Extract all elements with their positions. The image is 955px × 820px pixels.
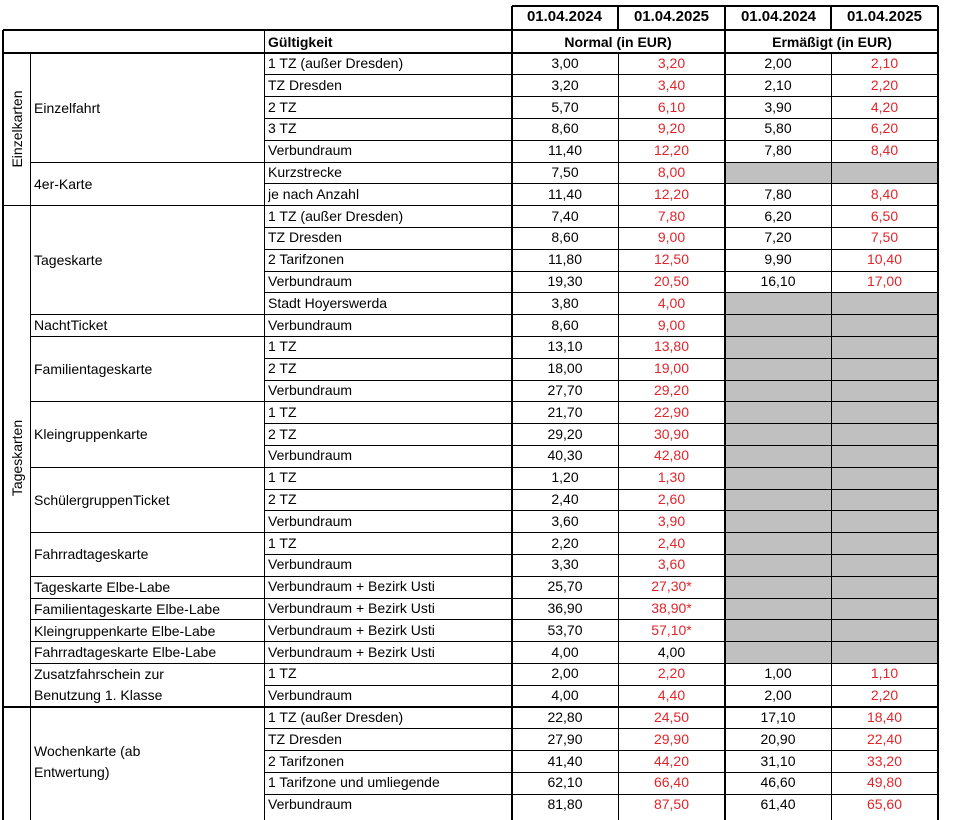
validity-cell: Verbundraum: [268, 382, 353, 398]
price-reduced-2024: [725, 642, 831, 664]
validity-cell: Verbundraum + Bezirk Usti: [268, 600, 435, 616]
validity-cell: Stadt Hoyerswerda: [268, 294, 388, 311]
grid-line: [3, 706, 938, 708]
grid-line: [264, 685, 938, 686]
price-normal-2024: 7,50: [551, 164, 579, 180]
price-normal-2025: 4,00: [657, 294, 686, 311]
grid-line: [264, 292, 938, 293]
price-normal-2024: 3,80: [551, 294, 579, 311]
grid-line: [264, 358, 938, 359]
price-reduced-2025: [831, 554, 938, 576]
grid-line: [30, 532, 938, 533]
validity-cell: Verbundraum: [268, 447, 353, 464]
product-label: Fahrradtageskarte: [34, 546, 149, 563]
header-date-normal-2024: 01.04.2024: [526, 8, 603, 25]
price-reduced-2024: 20,90: [760, 730, 796, 747]
validity-cell: 1 TZ: [268, 469, 297, 486]
grid-line: [3, 29, 938, 31]
price-reduced-2024: 7,80: [764, 142, 792, 159]
validity-cell: 2 TZ: [268, 98, 297, 115]
price-reduced-2024: [725, 445, 831, 467]
price-reduced-2024: 6,20: [764, 207, 792, 224]
header-reduced: Ermäßigt (in EUR): [772, 34, 892, 50]
validity-cell: Verbundraum + Bezirk Usti: [268, 621, 435, 638]
price-normal-2024: 3,20: [551, 76, 579, 93]
validity-cell: Verbundraum + Bezirk Usti: [268, 578, 435, 595]
price-reduced-2025: 17,00: [866, 273, 903, 289]
price-reduced-2024: [725, 358, 831, 380]
price-normal-2024: 7,40: [551, 207, 579, 224]
price-normal-2025: 3,90: [657, 512, 686, 529]
validity-cell: Verbundraum: [268, 512, 353, 529]
price-normal-2025: 3,60: [657, 556, 686, 573]
price-normal-2024: 62,10: [547, 774, 583, 791]
validity-cell: je nach Anzahl: [268, 185, 360, 202]
grid-line: [937, 30, 939, 820]
price-reduced-2025: [831, 293, 938, 315]
price-normal-2025: 12,50: [653, 251, 690, 268]
header-validity: Gültigkeit: [268, 34, 333, 50]
price-reduced-2025: [831, 598, 938, 620]
validity-cell: 3 TZ: [268, 120, 297, 137]
product-label: Fahrradtageskarte Elbe-Labe: [34, 644, 217, 661]
price-normal-2025: 29,20: [653, 382, 690, 398]
grid-line: [30, 401, 938, 402]
product-label: Kleingruppenkarte: [34, 426, 148, 443]
price-normal-2024: 40,30: [547, 447, 583, 464]
validity-cell: Verbundraum: [268, 796, 353, 813]
price-reduced-2025: 65,60: [866, 796, 903, 813]
grid-line: [264, 74, 938, 75]
grid-line: [617, 6, 619, 31]
price-normal-2025: 22,90: [653, 403, 690, 420]
price-reduced-2025: 6,20: [870, 120, 899, 137]
price-normal-2024: 36,90: [547, 600, 583, 616]
grid-line: [30, 576, 938, 577]
price-normal-2024: 13,10: [547, 338, 583, 355]
price-normal-2025: 13,80: [653, 338, 690, 355]
price-reduced-2025: [831, 533, 938, 555]
price-reduced-2024: 17,10: [760, 709, 796, 725]
price-reduced-2025: 8,40: [870, 142, 899, 159]
price-reduced-2025: 6,50: [870, 207, 899, 224]
price-normal-2024: 22,80: [547, 709, 583, 725]
grid-line: [30, 314, 938, 315]
price-normal-2025: 3,20: [657, 55, 686, 71]
product-label: Zusatzfahrschein zur Benutzung 1. Klasse: [34, 666, 164, 704]
validity-cell: Verbundraum: [268, 556, 353, 573]
header-date-reduced-2024: 01.04.2024: [740, 8, 817, 25]
validity-cell: 1 TZ (außer Dresden): [268, 709, 404, 725]
price-normal-2024: 1,20: [551, 469, 579, 486]
price-reduced-2025: 8,40: [870, 185, 899, 202]
validity-cell: 2 TZ: [268, 425, 297, 442]
price-normal-2025: 2,60: [657, 491, 686, 507]
grid-line: [2, 30, 4, 820]
price-reduced-2025: [831, 315, 938, 337]
price-reduced-2024: 1,00: [764, 665, 792, 682]
price-normal-2025: 42,80: [653, 447, 690, 464]
price-normal-2025: 8,00: [657, 164, 686, 180]
grid-line: [30, 467, 938, 468]
group-label: Tageskarten: [8, 419, 25, 496]
header-normal: Normal (in EUR): [564, 34, 672, 50]
price-reduced-2025: [831, 424, 938, 446]
grid-line: [618, 53, 619, 820]
price-normal-2024: 2,20: [551, 534, 579, 551]
price-reduced-2024: [725, 380, 831, 402]
price-normal-2024: 25,70: [547, 578, 583, 595]
price-reduced-2025: 2,20: [870, 687, 899, 704]
price-reduced-2025: [831, 489, 938, 511]
price-normal-2025: 2,40: [657, 534, 686, 551]
product-label: Einzelfahrt: [34, 99, 101, 116]
product-label: 4er-Karte: [34, 175, 93, 192]
price-reduced-2025: 18,40: [866, 709, 903, 725]
price-normal-2024: 5,70: [551, 98, 579, 115]
price-normal-2025: 6,10: [657, 98, 686, 115]
price-reduced-2025: [831, 576, 938, 598]
price-reduced-2025: [831, 162, 938, 184]
price-normal-2025: 87,50: [653, 796, 690, 813]
product-label: SchülergruppenTicket: [34, 491, 170, 508]
price-reduced-2024: 5,80: [764, 120, 792, 137]
price-normal-2024: 3,60: [551, 512, 579, 529]
price-reduced-2025: 2,10: [870, 55, 899, 71]
price-reduced-2025: [831, 380, 938, 402]
grid-line: [724, 30, 726, 820]
price-normal-2024: 8,60: [551, 316, 579, 333]
price-reduced-2024: [725, 576, 831, 598]
price-reduced-2024: [725, 598, 831, 620]
price-reduced-2025: 10,40: [866, 251, 903, 268]
grid-line: [264, 227, 938, 228]
price-reduced-2025: [831, 511, 938, 533]
grid-line: [30, 162, 938, 163]
price-normal-2025: 19,00: [653, 360, 690, 377]
grid-line: [30, 53, 31, 820]
grid-line: [264, 554, 938, 555]
grid-line: [264, 249, 938, 250]
validity-cell: 1 TZ (außer Dresden): [268, 207, 404, 224]
grid-line: [511, 6, 513, 31]
price-reduced-2024: 16,10: [760, 273, 796, 289]
grid-line: [30, 598, 938, 599]
grid-line: [511, 30, 513, 820]
validity-cell: 2 Tarifzonen: [268, 752, 345, 769]
grid-line: [3, 52, 938, 54]
product-label: NachtTicket: [34, 317, 108, 334]
price-normal-2025: 44,20: [653, 752, 690, 769]
price-normal-2024: 27,90: [547, 730, 583, 747]
price-normal-2025: 20,50: [653, 273, 690, 289]
price-reduced-2025: 33,20: [866, 752, 903, 769]
price-normal-2024: 8,60: [551, 120, 579, 137]
price-reduced-2024: 9,90: [764, 251, 792, 268]
price-reduced-2024: 3,90: [764, 98, 792, 115]
grid-line: [264, 794, 938, 795]
price-normal-2024: 11,40: [548, 142, 582, 159]
validity-cell: Verbundraum: [268, 687, 353, 704]
grid-line: [264, 380, 938, 381]
price-reduced-2024: 61,40: [760, 796, 796, 813]
price-reduced-2024: [725, 424, 831, 446]
price-normal-2025: 9,20: [657, 120, 686, 137]
price-reduced-2024: [725, 402, 831, 424]
price-reduced-2024: [725, 511, 831, 533]
price-normal-2024: 27,70: [547, 382, 583, 398]
price-reduced-2024: 2,10: [764, 76, 792, 93]
price-reduced-2024: 7,80: [764, 185, 792, 202]
validity-cell: 1 TZ (außer Dresden): [268, 55, 404, 71]
price-reduced-2025: [831, 620, 938, 642]
price-reduced-2024: [725, 489, 831, 511]
price-reduced-2025: [831, 336, 938, 358]
validity-cell: 1 TZ: [268, 665, 297, 682]
price-reduced-2024: [725, 336, 831, 358]
grid-line: [264, 96, 938, 97]
grid-line: [3, 205, 938, 207]
header-date-normal-2025: 01.04.2025: [633, 8, 710, 25]
price-normal-2025: 3,40: [657, 76, 686, 93]
price-normal-2025: 57,10*: [651, 621, 692, 638]
validity-cell: 2 Tarifzonen: [268, 251, 345, 268]
price-normal-2025: 38,90*: [651, 600, 692, 616]
price-reduced-2025: 4,20: [870, 98, 899, 115]
price-normal-2024: 18,00: [547, 360, 583, 377]
grid-line: [264, 510, 938, 511]
price-normal-2024: 29,20: [547, 425, 583, 442]
price-normal-2025: 9,00: [657, 229, 686, 246]
price-normal-2025: 9,00: [657, 316, 686, 333]
price-reduced-2024: [725, 162, 831, 184]
price-reduced-2024: 7,20: [764, 229, 792, 246]
price-normal-2025: 66,40: [653, 774, 690, 791]
price-normal-2024: 2,40: [551, 491, 579, 507]
price-normal-2024: 11,80: [548, 251, 582, 268]
grid-line: [264, 183, 938, 184]
grid-line: [264, 118, 938, 119]
price-reduced-2025: 1,10: [870, 665, 899, 682]
validity-cell: Kurzstrecke: [268, 164, 342, 180]
validity-cell: TZ Dresden: [268, 229, 342, 246]
price-normal-2025: 2,20: [657, 665, 686, 682]
grid-line: [264, 271, 938, 272]
price-reduced-2024: 2,00: [764, 55, 792, 71]
price-normal-2025: 29,90: [653, 730, 690, 747]
price-normal-2025: 12,20: [653, 185, 690, 202]
validity-cell: 1 TZ: [268, 403, 297, 420]
header-date-reduced-2025: 01.04.2025: [846, 8, 923, 25]
grid-line: [30, 663, 938, 664]
price-normal-2024: 21,70: [547, 403, 583, 420]
validity-cell: Verbundraum + Bezirk Usti: [268, 643, 435, 660]
price-normal-2024: 3,00: [551, 55, 579, 71]
price-normal-2024: 8,60: [551, 229, 579, 246]
price-normal-2024: 19,30: [547, 273, 583, 289]
validity-cell: Verbundraum: [268, 273, 353, 289]
price-reduced-2025: [831, 402, 938, 424]
validity-cell: 2 TZ: [268, 360, 297, 377]
grid-line: [264, 445, 938, 446]
grid-line: [937, 6, 939, 31]
price-reduced-2025: [831, 445, 938, 467]
product-label: Familientageskarte Elbe-Labe: [34, 600, 220, 617]
price-normal-2025: 27,30*: [651, 578, 692, 595]
grid-line: [724, 6, 726, 31]
grid-line: [830, 6, 832, 31]
price-normal-2024: 2,00: [551, 665, 579, 682]
price-reduced-2025: [831, 467, 938, 489]
grid-line: [264, 750, 938, 751]
grid-line: [30, 641, 938, 642]
grid-line: [264, 772, 938, 773]
grid-line: [30, 336, 938, 337]
validity-cell: 1 TZ: [268, 534, 297, 551]
price-normal-2025: 4,40: [657, 687, 686, 704]
validity-cell: Verbundraum: [268, 142, 353, 159]
price-reduced-2025: [831, 358, 938, 380]
price-reduced-2024: [725, 315, 831, 337]
grid-line: [264, 53, 265, 820]
price-reduced-2024: [725, 293, 831, 315]
grid-line: [264, 140, 938, 141]
price-reduced-2024: [725, 467, 831, 489]
price-normal-2024: 4,00: [551, 687, 579, 704]
price-reduced-2024: [725, 533, 831, 555]
price-normal-2025: 1,30: [657, 469, 686, 486]
price-reduced-2024: 31,10: [760, 752, 796, 769]
grid-line: [30, 619, 938, 620]
price-normal-2025: 30,90: [653, 425, 690, 442]
grid-line: [264, 423, 938, 424]
validity-cell: Verbundraum: [268, 316, 353, 333]
price-reduced-2024: [725, 554, 831, 576]
grid-line: [831, 53, 832, 820]
price-reduced-2025: 7,50: [870, 229, 899, 246]
grid-line: [264, 728, 938, 729]
price-reduced-2025: 22,40: [866, 730, 903, 747]
product-label: Wochenkarte (ab Entwertung): [34, 742, 141, 780]
price-normal-2024: 4,00: [551, 643, 579, 660]
price-normal-2024: 81,80: [547, 796, 583, 813]
price-normal-2025: 7,80: [657, 207, 686, 224]
price-reduced-2024: [725, 620, 831, 642]
price-normal-2024: 53,70: [547, 621, 583, 638]
product-label: Kleingruppenkarte Elbe-Labe: [34, 622, 216, 639]
product-label: Tageskarte Elbe-Labe: [34, 579, 171, 596]
price-reduced-2025: [831, 642, 938, 664]
grid-line: [264, 30, 265, 53]
price-normal-2024: 3,30: [551, 556, 579, 573]
grid-line: [264, 489, 938, 490]
validity-cell: 1 TZ: [268, 338, 297, 355]
price-reduced-2024: 46,60: [760, 774, 796, 791]
price-reduced-2025: 49,80: [866, 774, 903, 791]
product-label: Tageskarte: [34, 252, 103, 269]
validity-cell: 1 Tarifzone und umliegende: [268, 774, 440, 791]
price-reduced-2025: 2,20: [870, 76, 899, 93]
validity-cell: TZ Dresden: [268, 76, 342, 93]
validity-cell: TZ Dresden: [268, 730, 342, 747]
validity-cell: 2 TZ: [268, 491, 297, 507]
group-label: Einzelkarten: [8, 90, 25, 168]
price-normal-2024: 11,40: [548, 185, 582, 202]
product-label: Familientageskarte: [34, 361, 153, 378]
price-reduced-2024: 2,00: [764, 687, 792, 704]
price-normal-2025: 12,20: [653, 142, 690, 159]
price-normal-2025: 24,50: [653, 709, 690, 725]
price-normal-2025: 4,00: [657, 643, 686, 660]
price-normal-2024: 41,40: [547, 752, 583, 769]
